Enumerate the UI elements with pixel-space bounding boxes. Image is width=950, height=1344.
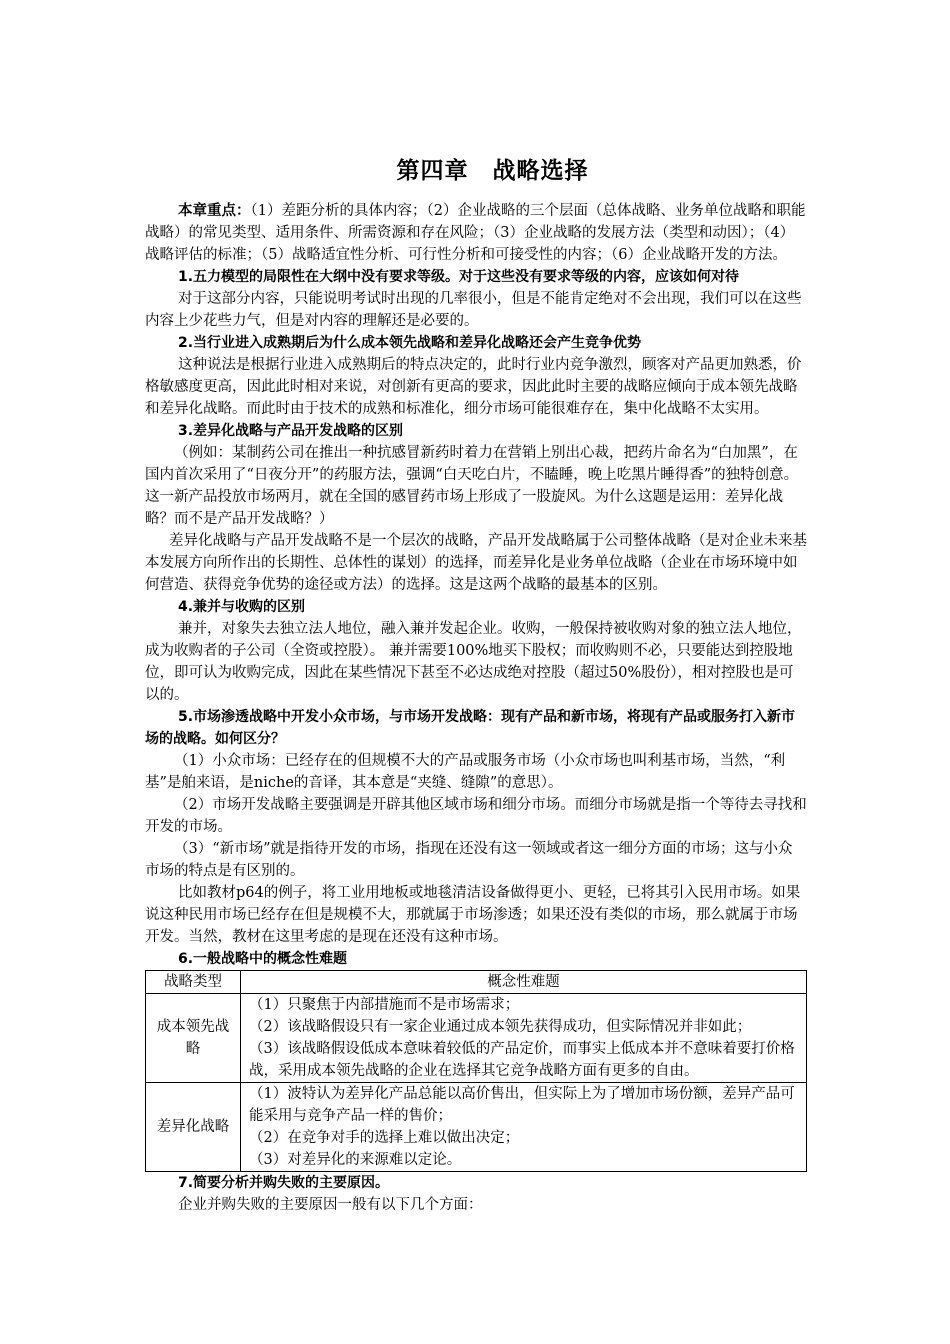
- section-3-paragraph: 差异化战略与产品开发战略不是一个层次的战略，产品开发战略属于公司整体战略（是对企业未来基本发展方向所作出的长期性、总体性的谋划）的选择，而差异化是业务单位战略（企业在市场环境中如何营造、获得竞争优势的途径或方法）的选择。这是这两个战略的最基本的区别。: [145, 533, 807, 593]
- key-points-text: （1）差距分析的具体内容；（2）企业战略的三个层面（总体战略、业务单位战略和职能战略）的常见类型、适用条件、所需资源和存在风险；（3）企业战略的发展方法（类型和动因）；（4）战略评估的标准；（5）战略适宜性分析、可行性分析和可接受性的内容；（6）企业战略开发的方法。: [145, 203, 806, 263]
- table-row: [146, 1083, 807, 1172]
- table-item: （1）波特认为差异化产品总能以高价售出，但实际上为了增加市场份额，差异产品可能采用与竞争产品一样的售价；: [249, 1086, 795, 1124]
- section-2-paragraph: 这种说法是根据行业进入成熟期后的特点决定的，此时行业内竞争激烈，顾客对产品更加熟悉，价格敏感度更高，因此此时相对来说，对创新有更高的要求，因此此时主要的战略应倾向于成本领先战略和差异化战略。而此时由于技术的成熟和标准化，细分市场可能很难存在，集中化战略不太实用。: [145, 357, 802, 417]
- strategy-difficulty-table: [145, 970, 807, 1172]
- section-heading-1: 1.五力模型的局限性在大纲中没有要求等级。对于这些没有要求等级的内容，应该如何对待: [178, 269, 740, 285]
- table-item: （3）该战略假设低成本意味着较低的产品定价，而事实上低成本并不意味着要打价格战，采用成本领先战略的企业在选择其它竞争战略方面有更多的自由。: [249, 1041, 795, 1079]
- section-5-item-2: （2）市场开发战略主要强调是开辟其他区域市场和细分市场。而细分市场就是指一个等待去寻找和开发的市场。: [145, 797, 807, 835]
- section-5-item-1: （1）小众市场：已经存在的但规模不大的产品或服务市场（小众市场也叫利基市场，当然，“利基”是舶来语，是niche的音译，其本意是“夹缝、缝隙”的意思）。: [145, 753, 786, 791]
- key-points-label: 本章重点：: [178, 203, 251, 219]
- page-title: 第四章 战略选择: [396, 158, 589, 184]
- section-5-paragraph: 比如教材p64的例子，将工业用地板或地毯清洁设备做得更小、更轻，已将其引入民用市场。如果说这种民用市场已经存在但是规模不大，那就属于市场渗透；如果还没有类似的市场，那么就属于市场开发。当然，教材在这里考虑的是现在还没有这种市场。: [145, 885, 801, 945]
- section-heading-3: 3.差异化战略与产品开发战略的区别: [178, 423, 404, 439]
- table-cell-items: [241, 994, 807, 1083]
- table-cell-type: 差异化战略: [146, 1083, 241, 1172]
- table-item: （3）对差异化的来源难以定论。: [249, 1152, 462, 1168]
- document-body: [145, 200, 807, 1216]
- table-item: （2）在竞争对手的选择上难以做出决定；: [249, 1130, 520, 1146]
- section-4-paragraph: 兼并，对象失去独立法人地位，融入兼并发起企业。收购，一般保持被收购对象的独立法人地位，成为收购者的子公司（全资或控股）。 兼并需要100%地买下股权；而收购则不必，只要能达到控股地位，即可认为收购完成，因此在某些情况下甚至不必达成绝对控股（超过50%股份），相对控股也是可以的。: [145, 621, 802, 703]
- section-heading-5: 5.市场渗透战略中开发小众市场，与市场开发战略：现有产品和新市场，将现有产品或服务打入新市场的战略。如何区分？: [145, 709, 796, 747]
- section-1-paragraph: 对于这部分内容，只能说明考试时出现的几率很小，但是不能肯定绝对不会出现，我们可以在这些内容上少花些力气，但是对内容的理解还是必要的。: [145, 291, 802, 329]
- table-item: （1）只聚焦于内部措施而不是市场需求；: [249, 997, 520, 1013]
- section-7-paragraph: 企业并购失败的主要原因一般有以下几个方面：: [178, 1197, 483, 1213]
- table-header-difficulty: 概念性难题: [241, 971, 807, 994]
- section-3-example: （例如：某制药公司在推出一种抗感冒新药时着力在营销上别出心裁，把药片命名为“白加黑”，在国内首次采用了“日夜分开”的药服方法，强调“白天吃白片，不瞌睡，晚上吃黑片睡得香”的独特创意。这一新产品投放市场两月，就在全国的感冒药市场上形成了一股旋风。为什么这题是运用：差异化战略？而不是产品开发战略？）: [145, 445, 799, 527]
- table-cell-items: [241, 1083, 807, 1172]
- section-heading-2: 2.当行业进入成熟期后为什么成本领先战略和差异化战略还会产生竞争优势: [178, 335, 642, 351]
- key-points: [145, 200, 807, 266]
- section-heading-6: 6.一般战略中的概念性难题: [178, 951, 348, 967]
- table-header-type: 战略类型: [146, 971, 241, 994]
- section-5-item-3: （3）“新市场”就是指待开发的市场，指现在还没有这一领域或者这一细分方面的市场；这与小众市场的特点是有区别的。: [145, 841, 793, 879]
- section-heading-7: 7.简要分析并购失败的主要原因。: [178, 1175, 390, 1191]
- table-cell-type: 成本领先战略: [146, 994, 241, 1083]
- section-heading-4: 4.兼并与收购的区别: [178, 599, 306, 615]
- table-row: [146, 994, 807, 1083]
- table-item: （2）该战略假设只有一家企业通过成本领先获得成功，但实际情况并非如此；: [249, 1019, 752, 1035]
- table-header-row: [146, 971, 807, 994]
